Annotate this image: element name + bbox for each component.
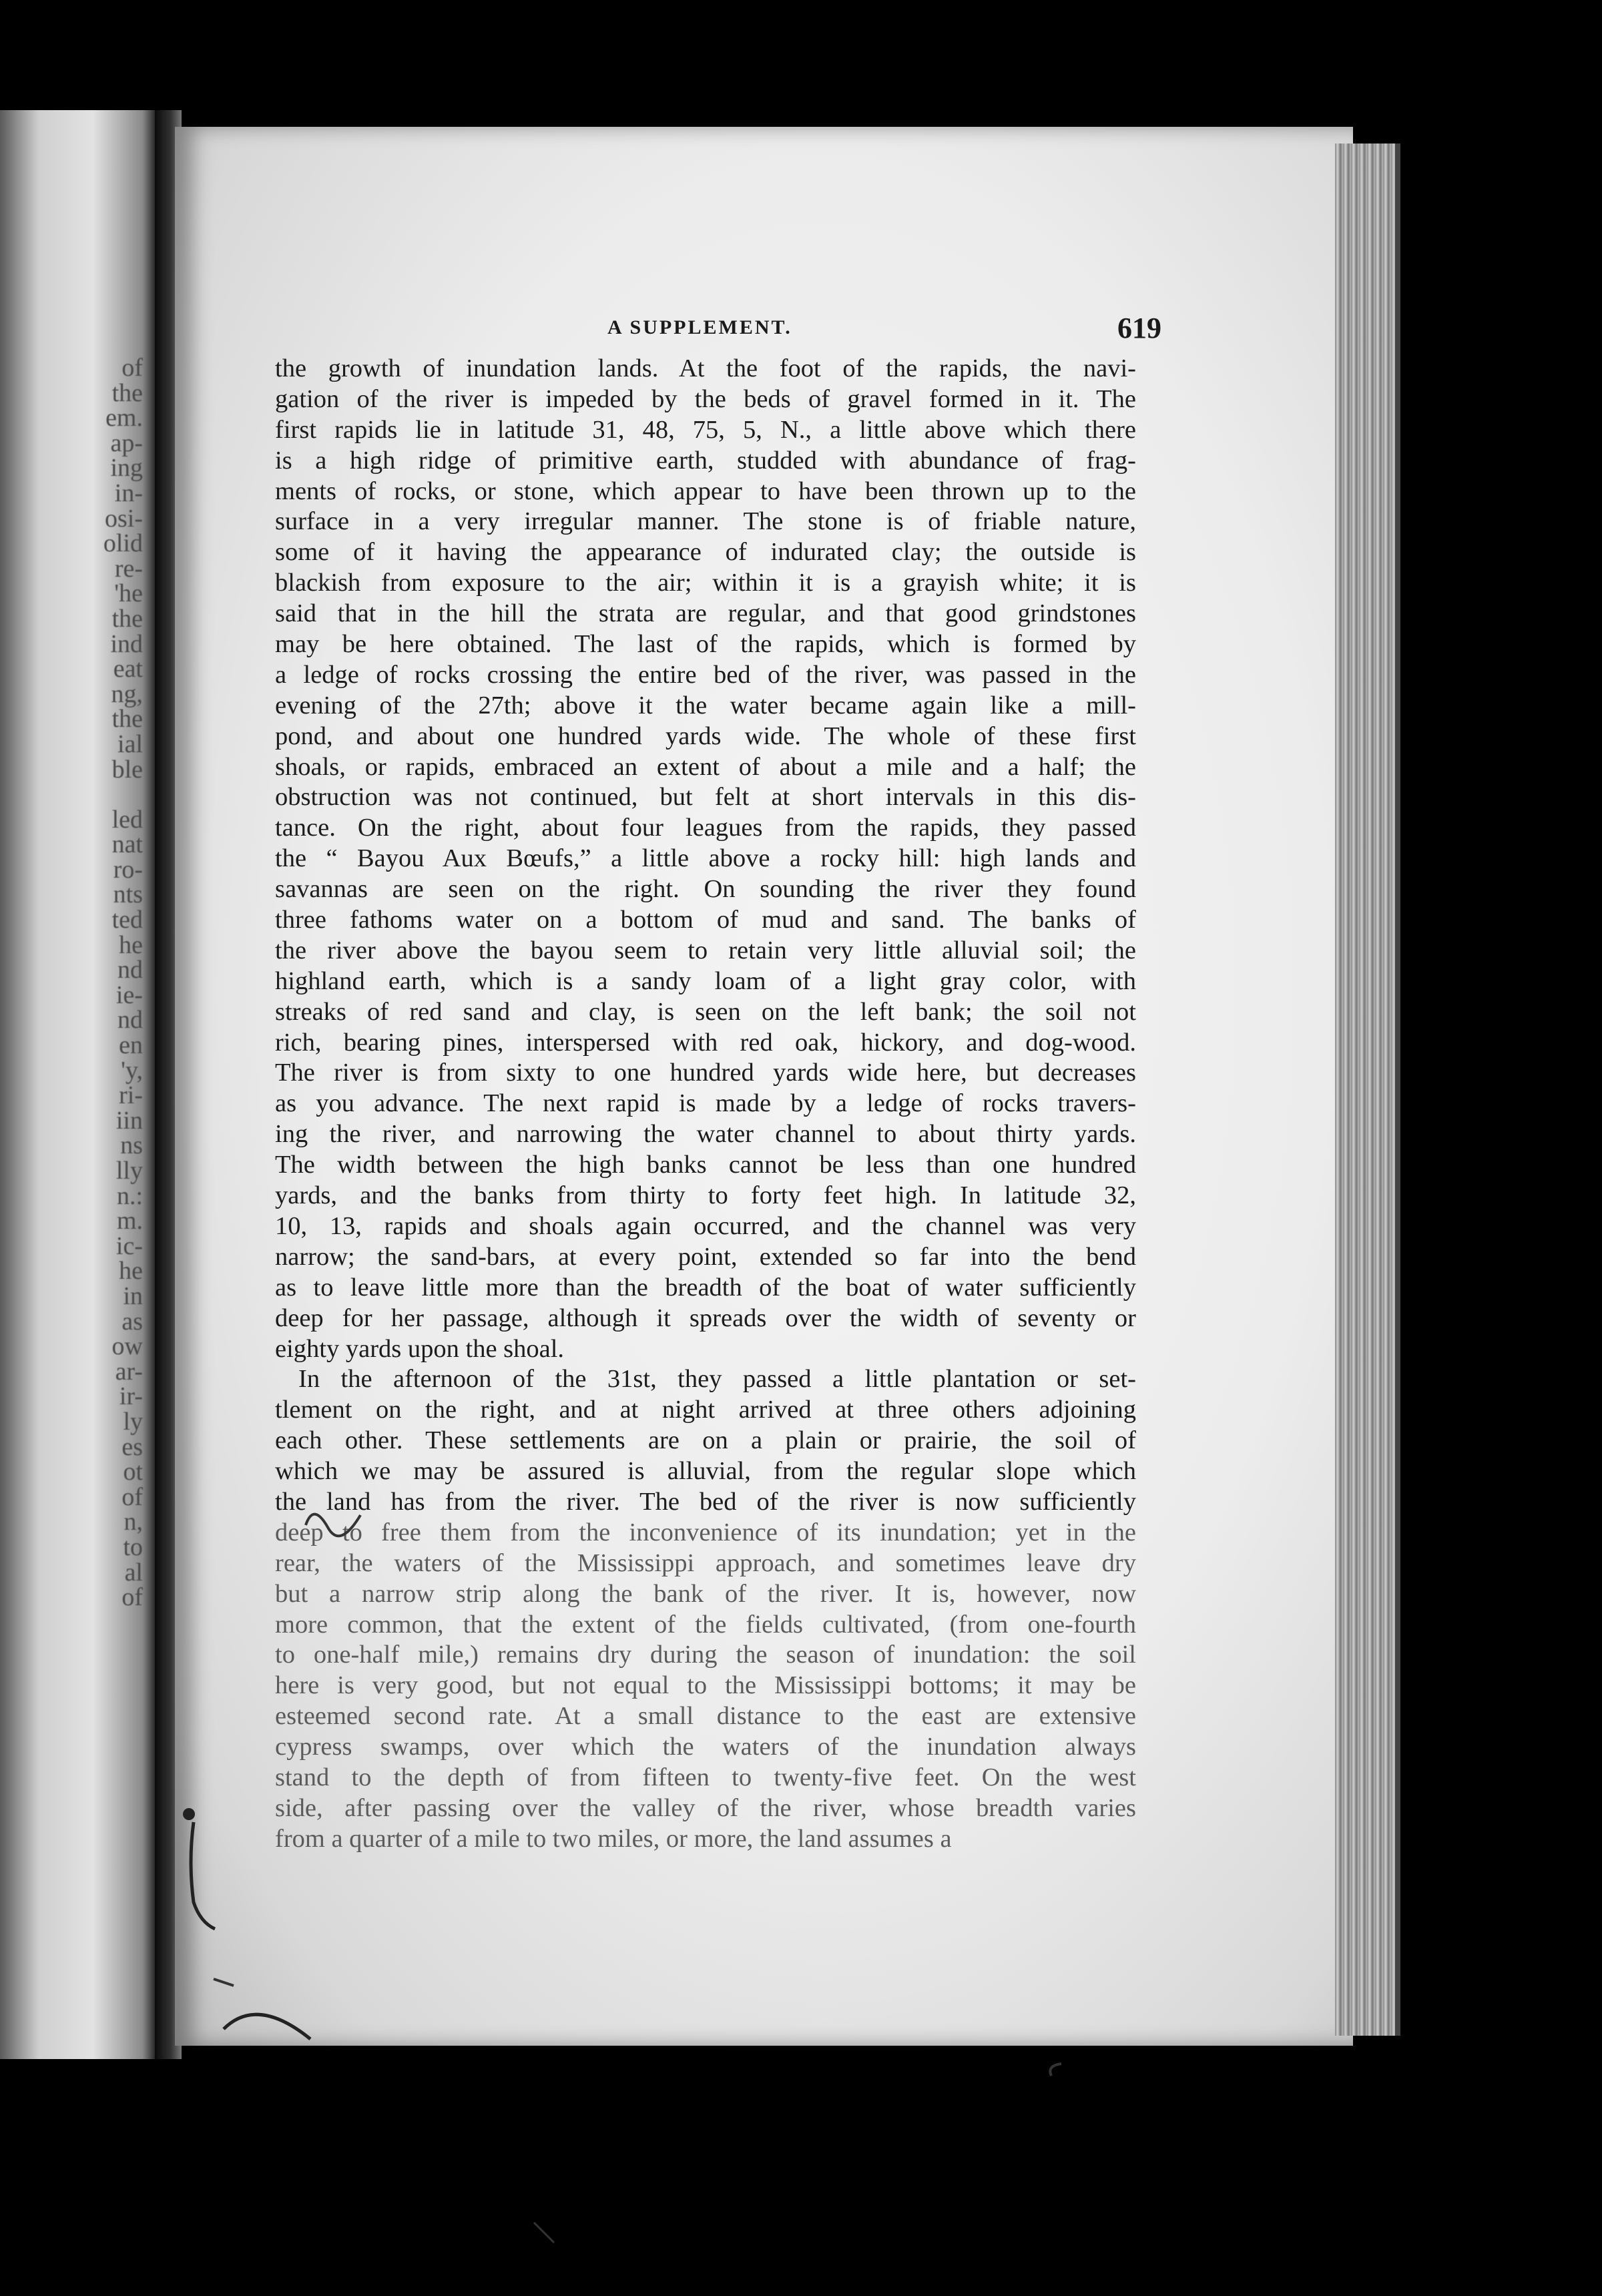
text-line: In the afternoon of the 31st, they passed a little plantation or set- xyxy=(298,1365,1136,1394)
left-fragment: ind xyxy=(110,629,143,658)
text-line: yards, and the banks from thirty to forty feet high. In latitude 32, xyxy=(275,1181,1136,1210)
text-line: rich, bearing pines, interspersed with red oak, hickory, and dog-wood. xyxy=(275,1028,1136,1057)
page-edges xyxy=(1335,144,1400,2036)
page-number: 619 xyxy=(1117,312,1161,344)
left-fragment: nd xyxy=(117,956,143,984)
text-line: deep to free them from the inconvenience of its inundation; yet in the xyxy=(275,1518,1136,1546)
lower-edge-mark xyxy=(534,2223,554,2243)
left-fragment: ble xyxy=(111,755,143,784)
lower-right-mark xyxy=(1050,2064,1061,2076)
text-line: some of it having the appearance of indurated clay; the outside is xyxy=(275,538,1136,567)
left-fragment: al xyxy=(124,1558,143,1587)
left-fragment: ro- xyxy=(113,855,143,884)
left-fragment: lly xyxy=(115,1157,143,1185)
text-line: stand to the depth of from fifteen to twenty-five feet. On the west xyxy=(275,1763,1136,1791)
text-line: the growth of inundation lands. At the foot of the rapids, the navi- xyxy=(275,354,1136,382)
page-body xyxy=(275,354,1136,1855)
left-fragment: em. xyxy=(105,404,143,433)
left-fragment: eat xyxy=(113,655,143,683)
text-line: but a narrow strip along the bank of the river. It is, however, now xyxy=(275,1579,1136,1608)
left-fragment: in- xyxy=(114,479,143,507)
text-line: may be here obtained. The last of the rapids, which is formed by xyxy=(275,630,1136,659)
left-fragment: ted xyxy=(111,906,143,934)
left-fragment: olid xyxy=(103,529,143,558)
left-fragment: ie- xyxy=(115,980,143,1009)
text-line: cypress swamps, over which the waters of the inundation always xyxy=(275,1733,1136,1761)
left-fragment: osi- xyxy=(105,504,143,533)
left-fragment: ri- xyxy=(119,1081,143,1110)
left-fragment: of xyxy=(121,1583,143,1612)
paragraph-2 xyxy=(275,1364,1136,1854)
text-line: eighty yards upon the shoal. xyxy=(275,1334,565,1363)
text-line: from a quarter of a mile to two miles, or more, the land assumes a xyxy=(275,1824,952,1853)
left-fragment: of xyxy=(121,1482,143,1511)
left-fragment: he xyxy=(119,1257,143,1285)
left-fragment: ic- xyxy=(115,1231,143,1260)
text-line: deep for her passage, although it spreads over the width of seventy or xyxy=(275,1304,1136,1332)
text-line: more common, that the extent of the fields cultivated, (from one-fourth xyxy=(275,1610,1136,1639)
text-line: as to leave little more than the breadth of the boat of water sufficiently xyxy=(275,1273,1136,1302)
left-page-margin xyxy=(0,110,155,2059)
left-fragment: 'y, xyxy=(121,1056,143,1085)
left-fragment: ir- xyxy=(119,1382,143,1411)
running-head: A SUPPLEMENT. xyxy=(607,316,792,338)
text-line: which we may be assured is alluvial, from the regular slope which xyxy=(275,1457,1136,1486)
left-fragment: ap- xyxy=(110,428,143,457)
text-line: is a high ridge of primitive earth, studded with abundance of frag- xyxy=(275,446,1136,475)
left-fragment: es xyxy=(121,1432,143,1461)
left-fragment: m. xyxy=(116,1207,143,1235)
left-fragment: in xyxy=(123,1281,143,1310)
left-fragment: iin xyxy=(115,1106,143,1135)
text-line: savannas are seen on the right. On sounding the river they found xyxy=(275,875,1136,904)
text-line: the river above the bayou seem to retain very little alluvial soil; the xyxy=(275,936,1136,964)
text-line: a ledge of rocks crossing the entire bed of the river, was passed in the xyxy=(275,660,1136,689)
text-line: evening of the 27th; above it the water became again like a mill- xyxy=(275,691,1136,720)
left-fragment: ial xyxy=(117,730,143,758)
left-fragment: nd xyxy=(117,1006,143,1035)
left-fragment: n.: xyxy=(116,1181,143,1210)
text-line: the land has from the river. The bed of the river is now sufficiently xyxy=(275,1487,1136,1516)
left-fragment: the xyxy=(111,378,143,407)
text-line: pond, and about one hundred yards wide. The whole of these first xyxy=(275,722,1136,750)
left-fragment: of xyxy=(121,354,143,382)
left-fragment: nat xyxy=(111,830,143,859)
left-fragment: nts xyxy=(113,880,143,909)
text-line: rear, the waters of the Mississippi approach, and sometimes leave dry xyxy=(275,1548,1136,1577)
text-line: gation of the river is impeded by the beds of gravel formed in it. The xyxy=(275,384,1136,413)
text-line: highland earth, which is a sandy loam of a light gray color, with xyxy=(275,966,1136,995)
text-line: blackish from exposure to the air; within it is a grayish white; it is xyxy=(275,569,1136,597)
left-fragment: he xyxy=(119,930,143,959)
text-line: three fathoms water on a bottom of mud and sand. The banks of xyxy=(275,906,1136,934)
text-line: esteemed second rate. At a small distance to the east are extensive xyxy=(275,1702,1136,1731)
text-line: obstruction was not continued, but felt at short intervals in this dis- xyxy=(275,783,1136,812)
left-fragment: re- xyxy=(114,554,143,583)
text-line: the “ Bayou Aux Bœufs,” a little above a rocky hill: high lands and xyxy=(275,844,1136,873)
text-line: The river is from sixty to one hundred yards wide here, but decreases xyxy=(275,1059,1136,1087)
text-line: tlement on the right, and at night arrived at three others adjoining xyxy=(275,1396,1136,1424)
left-fragment: as xyxy=(121,1307,143,1336)
text-line: The width between the high banks cannot be less than one hundred xyxy=(275,1151,1136,1179)
text-line: 10, 13, rapids and shoals again occurred, and the channel was very xyxy=(275,1211,1136,1240)
text-line: here is very good, but not equal to the Mississippi bottoms; it may be xyxy=(275,1671,1136,1700)
left-fragment: 'he xyxy=(114,579,143,608)
left-fragment: to xyxy=(123,1532,143,1561)
left-fragment: en xyxy=(119,1031,143,1060)
left-fragment: ly xyxy=(123,1407,143,1436)
text-line: shoals, or rapids, embraced an extent of about a mile and a half; the xyxy=(275,752,1136,781)
text-line: first rapids lie in latitude 31, 48, 75, 5, N., a little above which there xyxy=(275,415,1136,444)
left-fragment: the xyxy=(111,604,143,633)
left-fragment: the xyxy=(111,705,143,734)
text-line: to one-half mile,) remains dry during the season of inundation: the soil xyxy=(275,1641,1136,1669)
left-fragment: led xyxy=(111,805,143,834)
left-page-text-fragments xyxy=(63,356,143,1611)
page-header xyxy=(280,308,1161,348)
text-line: surface in a very irregular manner. The stone is of friable nature, xyxy=(275,507,1136,536)
text-line: side, after passing over the valley of the river, whose breadth varies xyxy=(275,1793,1136,1822)
text-line: said that in the hill the strata are regular, and that good grindstones xyxy=(275,599,1136,628)
left-fragment: ot xyxy=(123,1458,143,1486)
text-line: as you advance. The next rapid is made by a ledge of rocks travers- xyxy=(275,1089,1136,1118)
text-line: narrow; the sand-bars, at every point, extended so far into the bend xyxy=(275,1242,1136,1271)
text-line: tance. On the right, about four leagues from the rapids, they passed xyxy=(275,814,1136,842)
text-line: ments of rocks, or stone, which appear to have been thrown up to the xyxy=(275,477,1136,505)
left-fragment xyxy=(63,782,143,808)
text-line: streaks of red sand and clay, is seen on the left bank; the soil not xyxy=(275,997,1136,1026)
left-fragment: n, xyxy=(123,1508,143,1536)
text-line: each other. These settlements are on a plain or prairie, the soil of xyxy=(275,1426,1136,1455)
left-fragment: ow xyxy=(111,1332,143,1361)
left-fragment: ng, xyxy=(111,679,143,708)
left-fragment: ing xyxy=(110,454,143,483)
paragraph-1 xyxy=(275,354,1136,1364)
left-fragment: ns xyxy=(120,1131,143,1160)
text-line: ing the river, and narrowing the water channel to about thirty yards. xyxy=(275,1120,1136,1149)
left-fragment: ar- xyxy=(115,1357,143,1386)
